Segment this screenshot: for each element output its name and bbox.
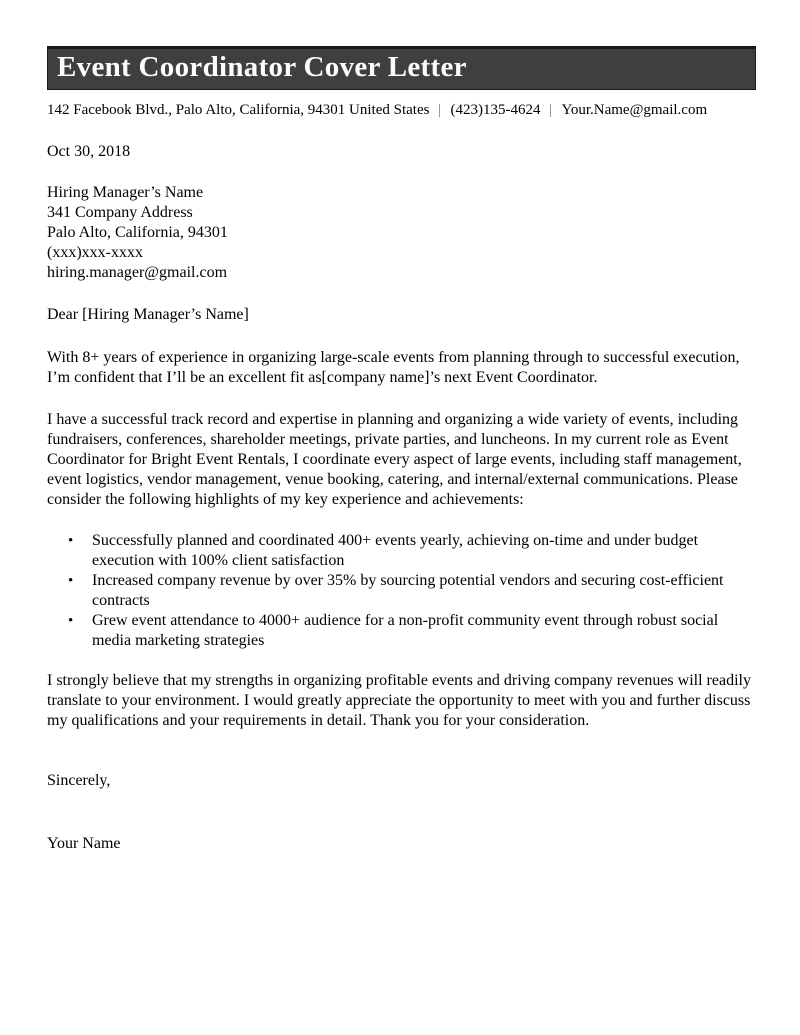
recipient-address-line: 341 Company Address <box>47 204 193 221</box>
recipient-name: Hiring Manager’s Name <box>47 184 204 201</box>
page-title-banner <box>47 46 756 90</box>
recipient-city-line: Palo Alto, California, 94301 <box>47 224 228 241</box>
contact-separator: | <box>550 102 552 118</box>
achievement-item: • Increased company revenue by over 35% by sourcing potential vendors and securing cost-efficient contracts <box>47 571 747 611</box>
contact-separator: | <box>439 102 441 118</box>
recipient-block <box>47 183 756 283</box>
letter-date: Oct 30, 2018 <box>47 143 131 160</box>
paragraph-intro: With 8+ years of experience in organizing large-scale events from planning through to successful execution, I’m confident that I’ll be an excellent fit as[company name]’s next Event Coordinator. <box>47 349 740 386</box>
signoff: Sincerely, <box>47 772 111 789</box>
signature-name: Your Name <box>47 835 121 852</box>
achievements-list <box>47 531 747 651</box>
paragraph-closing: I strongly believe that my strengths in organizing profitable events and driving company revenues will readily translate to your environment. I would greatly appreciate the opportunity to meet with you and further discuss my qualifications and your requirements in detail. Thank you for your consideration. <box>47 672 751 729</box>
contact-line <box>47 101 756 119</box>
achievement-item: • Grew event attendance to 4000+ audience for a non-profit community event through robust social media marketing strategies <box>47 611 747 651</box>
achievement-item: • Successfully planned and coordinated 400+ events yearly, achieving on-time and under budget execution with 100% client satisfaction <box>47 531 747 571</box>
contact-address: 142 Facebook Blvd., Palo Alto, California, 94301 United States <box>47 102 430 118</box>
salutation: Dear [Hiring Manager’s Name] <box>47 306 249 323</box>
contact-email: Your.Name@gmail.com <box>561 102 708 118</box>
recipient-email: hiring.manager@gmail.com <box>47 264 228 281</box>
contact-phone: (423)135-4624 <box>450 102 541 118</box>
page-title: Event Coordinator Cover Letter <box>57 51 467 83</box>
recipient-phone: (xxx)xxx-xxxx <box>47 244 143 261</box>
paragraph-experience: I have a successful track record and expertise in planning and organizing a wide variety of events, including fundraisers, conferences, shareholder meetings, private parties, and luncheons. In my current role as Event Coordinator for Bright Event Rentals, I coordinate every aspect of large events, including staff management, event logistics, vendor management, venue booking, catering, and internal/external communications. Please consider the following highlights of my key experience and achievements: <box>47 411 742 508</box>
